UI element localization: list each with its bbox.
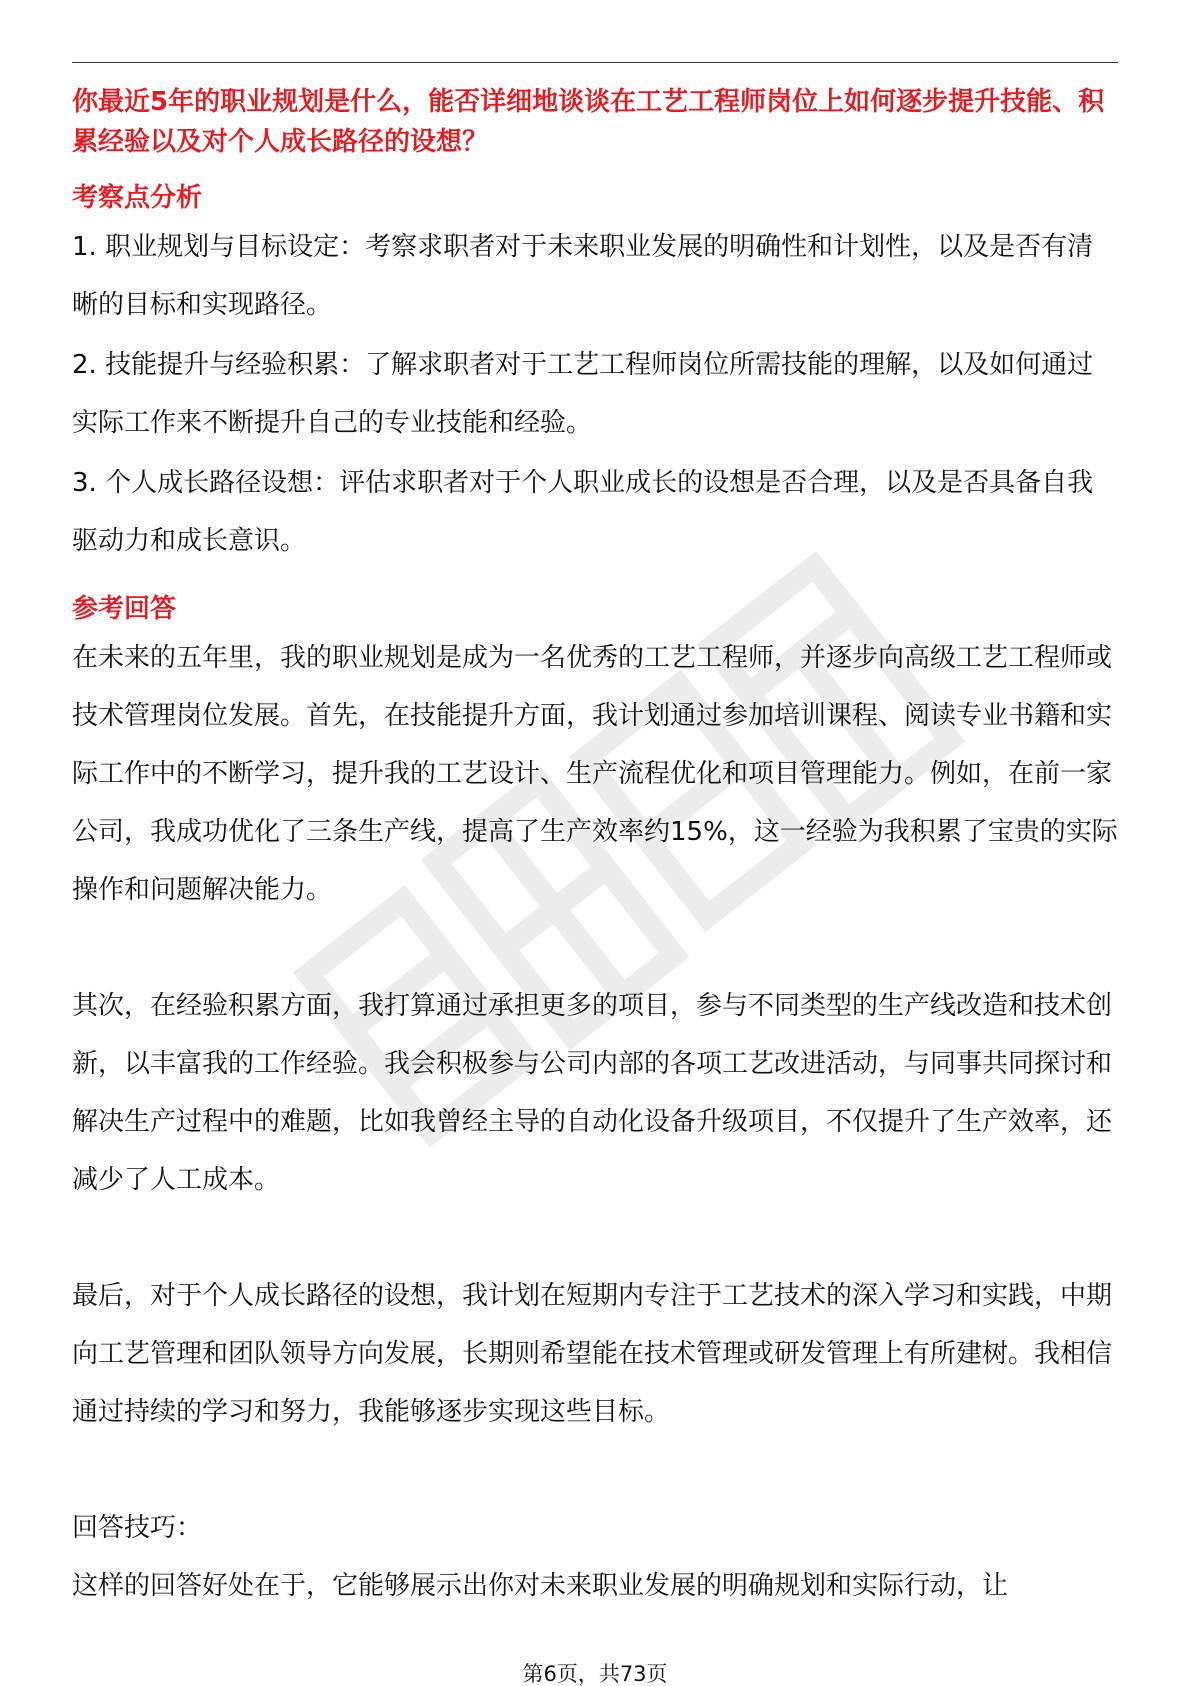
answer-paragraph: 在未来的五年里，我的职业规划是成为一名优秀的工艺工程师，并逐步向高级工艺工程师或技术管理岗位发展。首先，在技能提升方面，我计划通过参加培训课程、阅读专业书籍和实际工作中的不断学习，提升我的工艺设计、生产流程优化和项目管理能力。例如，在前一家公司，我成功优化了三条生产线，提高了生产效率约15%，这一经验为我积累了宝贵的实际操作和问题解决能力。 [72, 643, 1118, 905]
top-rule [72, 62, 1118, 63]
tips-label: 回答技巧： [72, 1513, 203, 1543]
question-heading: 你最近5年的职业规划是什么，能否详细地谈谈在工艺工程师岗位上如何逐步提升技能、积累经验以及对个人成长路径的设想？ [72, 87, 1105, 157]
answer-title: 参考回答 [72, 594, 177, 624]
analysis-point: 3. 个人成长路径设想：评估求职者对于个人职业成长的设想是否合理，以及是否具备自我驱动力和成长意识。 [72, 468, 1094, 556]
analysis-points [72, 218, 1118, 570]
analysis-title: 考察点分析 [72, 183, 203, 213]
paragraph-spacer [72, 919, 1118, 977]
document-content [72, 82, 1118, 1615]
answer-paragraph: 最后，对于个人成长路径的设想，我计划在短期内专注于工艺技术的深入学习和实践，中期向工艺管理和团队领导方向发展，长期则希望能在技术管理或研发管理上有所建树。我相信通过持续的学习和努力，我能够逐步实现这些目标。 [72, 1281, 1113, 1427]
tips-text: 这样的回答好处在于，它能够展示出你对未来职业发展的明确规划和实际行动，让 [72, 1571, 1009, 1601]
analysis-point: 1. 职业规划与目标设定：考察求职者对于未来职业发展的明确性和计划性，以及是否有清晰的目标和实现路径。 [72, 232, 1094, 320]
page-footer: 第6页，共73页 [522, 1662, 668, 1686]
answer-paragraph: 其次，在经验积累方面，我打算通过承担更多的项目，参与不同类型的生产线改造和技术创新，以丰富我的工作经验。我会积极参与公司内部的各项工艺改进活动，与同事共同探讨和解决生产过程中的难题，比如我曾经主导的自动化设备升级项目，不仅提升了生产效率，还减少了人工成本。 [72, 991, 1113, 1195]
answer-body [72, 629, 1118, 1499]
analysis-point: 2. 技能提升与经验积累：了解求职者对于工艺工程师岗位所需技能的理解，以及如何通过实际工作来不断提升自己的专业技能和经验。 [72, 350, 1094, 438]
paragraph-spacer [72, 1441, 1118, 1499]
paragraph-spacer [72, 1209, 1118, 1267]
